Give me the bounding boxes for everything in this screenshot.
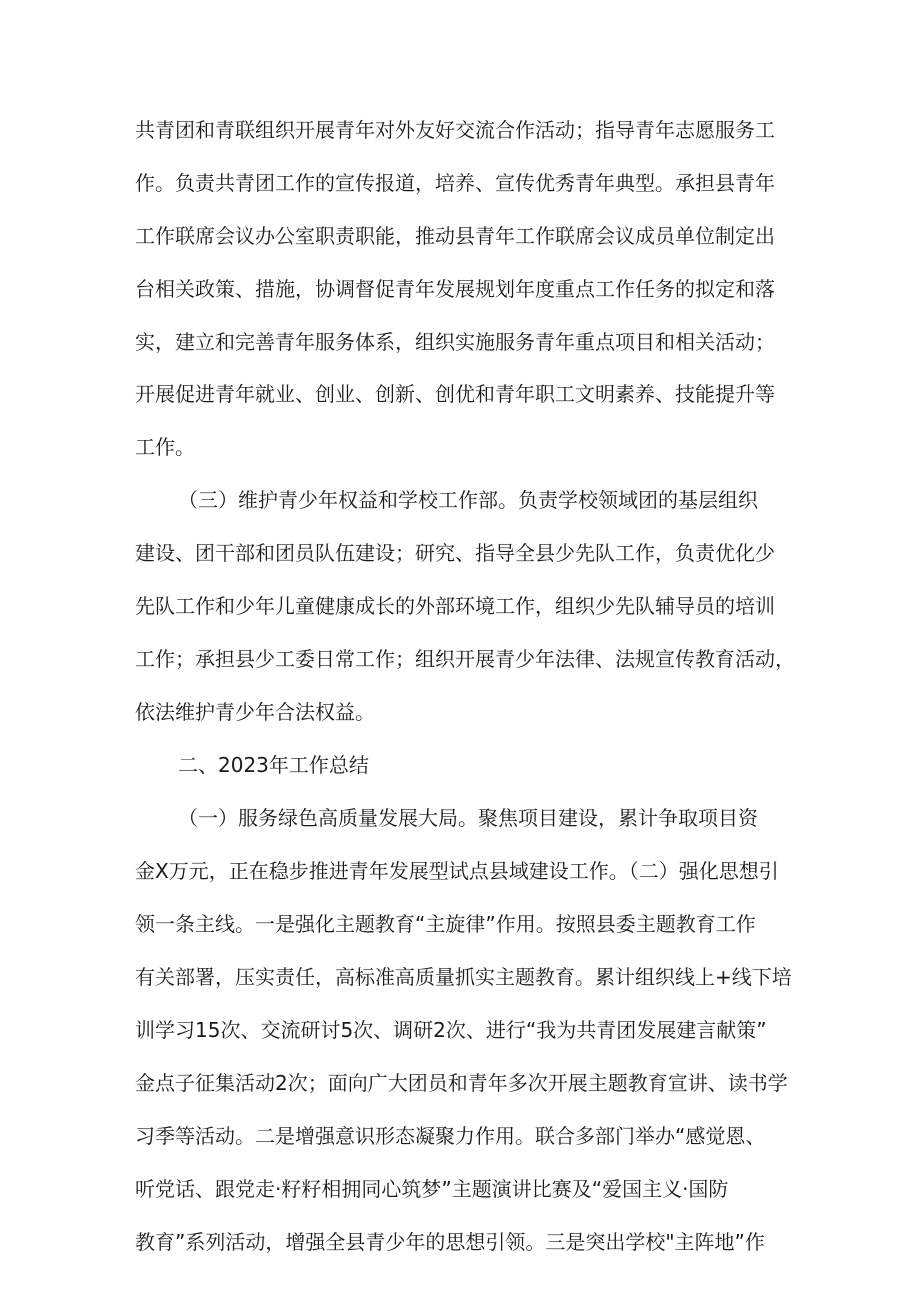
body-text-line: 工作；承担县少工委日常工作；组织开展青少年法律、法规宣传教育活动， (135, 647, 795, 671)
section-heading-rights-dept: （三）维护青少年权益和学校工作部。负责学校领域团的基层组织 (178, 488, 758, 512)
body-text-line: 习季等活动。二是增强意识形态凝聚力作用。联合多部门举办“感觉恩、 (135, 1124, 766, 1148)
body-text-line: 依法维护青少年合法权益。 (135, 700, 375, 724)
body-text-line: 实，建立和完善青年服务体系，组织实施服务青年重点项目和相关活动； (135, 330, 775, 354)
body-text-line: 听党话、跟党走·籽籽相拥同心筑梦”主题演讲比赛及“爱国主义·国防 (135, 1177, 729, 1201)
body-text-line: 有关部署，压实责任，高标准高质量抓实主题教育。累计组织线上+线下培 (135, 965, 792, 989)
body-text-line: 训学习15次、交流研讨5次、调研2次、进行“我为共青团发展建言献策” (135, 1018, 767, 1042)
body-text-line: 共青团和青联组织开展青年对外友好交流合作活动；指导青年志愿服务工 (135, 118, 775, 142)
body-text-line: 工作。 (135, 435, 195, 459)
body-text-line: 金X万元，正在稳步推进青年发展型试点县域建设工作。（二）强化思想引 (135, 859, 779, 883)
body-text-line: 教育”系列活动，增强全县青少年的思想引领。三是突出学校"主阵地”作 (135, 1230, 765, 1254)
body-text-line: 建设、团干部和团员队伍建设；研究、指导全县少先队工作，负责优化少 (135, 541, 775, 565)
section-heading-2023-summary: 二、2023年工作总结 (178, 753, 369, 777)
body-text-line: 工作联席会议办公室职责职能，推动县青年工作联席会议成员单位制定出 (135, 224, 775, 248)
body-text-line: 作。负责共青团工作的宣传报道，培养、宣传优秀青年典型。承担县青年 (135, 171, 775, 195)
body-text-line: 先队工作和少年儿童健康成长的外部环境工作，组织少先队辅导员的培训 (135, 594, 775, 618)
body-text-line: 领一条主线。一是强化主题教育“主旋律”作用。按照县委主题教育工作 (135, 912, 756, 936)
subsection-heading-green-development: （一）服务绿色高质量发展大局。聚焦项目建设，累计争取项目资 (178, 806, 758, 830)
body-text-line: 开展促进青年就业、创业、创新、创优和青年职工文明素养、技能提升等 (135, 382, 775, 406)
body-text-line: 金点子征集活动2次；面向广大团员和青年多次开展主题教育宣讲、读书学 (135, 1071, 788, 1095)
body-text-line: 台相关政策、措施，协调督促青年发展规划年度重点工作任务的拟定和落 (135, 277, 775, 301)
